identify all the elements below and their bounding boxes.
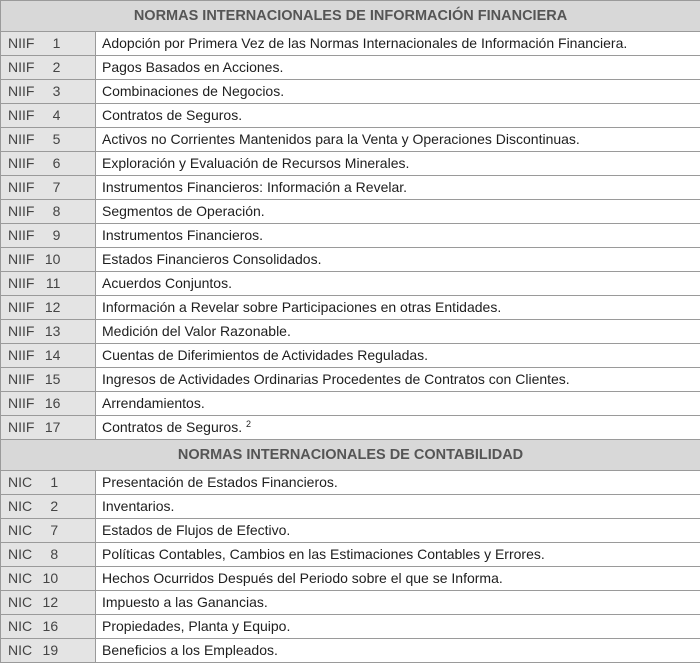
standard-prefix: NIIF [8,395,35,411]
standard-number: 14 [44,347,61,363]
table-row [1,104,700,128]
standard-description-text: Estados de Flujos de Efectivo. [102,522,291,538]
standard-code [1,200,96,224]
standard-code [1,567,96,591]
standard-description-text: Políticas Contables, Cambios en las Estimaciones Contables y Errores. [102,546,545,562]
standard-description-text: Impuesto a las Ganancias. [102,594,268,610]
standard-prefix: NIIF [8,83,35,99]
standard-description-text: Activos no Corrientes Mantenidos para la Venta y Operaciones Discontinuas. [102,131,580,147]
standard-number: 12 [42,594,59,610]
table-row [1,519,700,543]
standard-prefix: NIIF [8,419,35,435]
table-row [1,200,700,224]
standard-prefix: NIC [8,642,33,658]
standard-number: 13 [44,323,61,339]
table-row [1,128,700,152]
standard-description-text: Combinaciones de Negocios. [102,83,285,99]
standard-description [96,471,700,495]
standard-code [1,543,96,567]
standard-number: 6 [52,155,61,171]
standard-code [1,392,96,416]
standard-number: 19 [42,642,59,658]
standard-prefix: NIIF [8,179,35,195]
standard-description [96,567,700,591]
standard-number: 4 [52,107,61,123]
standard-description [96,368,700,392]
standards-table-body [1,1,700,663]
standard-code [1,176,96,200]
table-row [1,591,700,615]
standard-number: 7 [50,522,59,538]
standard-description [96,200,700,224]
standard-description [96,639,700,663]
standard-prefix: NIIF [8,371,35,387]
standard-code [1,128,96,152]
standard-number: 9 [52,227,61,243]
standard-description-text: Exploración y Evaluación de Recursos Minerales. [102,155,410,171]
section-header-row [1,440,700,471]
standard-description [96,296,700,320]
standard-prefix: NIC [8,546,33,562]
standard-code [1,615,96,639]
standard-description [96,104,700,128]
standard-prefix: NIC [8,570,33,586]
standard-code [1,272,96,296]
table-row [1,639,700,663]
standard-description [96,615,700,639]
table-row [1,543,700,567]
standard-description-text: Beneficios a los Empleados. [102,642,278,658]
standard-number: 1 [52,35,61,51]
standard-code [1,591,96,615]
standard-description-text: Contratos de Seguros. [102,419,243,435]
standard-description-text: Estados Financieros Consolidados. [102,251,322,267]
standard-prefix: NIIF [8,275,35,291]
standard-code [1,416,96,440]
standard-number: 11 [45,275,61,291]
standard-number: 10 [44,251,61,267]
standard-description [96,416,700,440]
table-row [1,392,700,416]
standard-number: 5 [52,131,61,147]
standard-prefix: NIC [8,498,33,514]
standard-code [1,519,96,543]
standard-description [96,392,700,416]
standard-description [96,32,700,56]
standard-description-text: Acuerdos Conjuntos. [102,275,232,291]
standard-number: 8 [52,203,61,219]
standard-description-text: Medición del Valor Razonable. [102,323,291,339]
table-row [1,320,700,344]
standard-description [96,176,700,200]
standard-description-text: Propiedades, Planta y Equipo. [102,618,291,634]
standard-number: 16 [44,395,61,411]
standard-description-text: Información a Revelar sobre Participaciones en otras Entidades. [102,299,502,315]
standard-prefix: NIC [8,522,33,538]
table-row [1,248,700,272]
standard-code [1,320,96,344]
section-title: NORMAS INTERNACIONALES DE CONTABILIDAD [1,440,700,471]
standard-description-text: Ingresos de Actividades Ordinarias Procedentes de Contratos con Clientes. [102,371,570,387]
footnote-marker: 2 [245,419,251,429]
standard-description [96,152,700,176]
section-title: NORMAS INTERNACIONALES DE INFORMACIÓN FINANCIERA [1,1,700,32]
standard-prefix: NIIF [8,299,35,315]
standard-prefix: NIIF [8,323,35,339]
standard-number: 15 [44,371,61,387]
table-row [1,224,700,248]
standard-code [1,224,96,248]
standard-description-text: Adopción por Primera Vez de las Normas Internacionales de Información Financiera. [102,35,628,51]
standard-prefix: NIIF [8,59,35,75]
section-header-row [1,1,700,32]
table-row [1,56,700,80]
standard-prefix: NIIF [8,35,35,51]
table-row [1,567,700,591]
standard-description [96,272,700,296]
standard-description [96,224,700,248]
standard-number: 1 [50,474,59,490]
standard-description-text: Arrendamientos. [102,395,205,411]
table-row [1,495,700,519]
standard-code [1,152,96,176]
standard-description [96,495,700,519]
standard-description-text: Segmentos de Operación. [102,203,265,219]
standard-code [1,56,96,80]
standard-code [1,639,96,663]
standard-code [1,495,96,519]
standard-number: 16 [42,618,59,634]
standard-number: 3 [52,83,61,99]
standard-description [96,344,700,368]
standard-description [96,519,700,543]
standard-description-text: Presentación de Estados Financieros. [102,474,338,490]
standard-code [1,368,96,392]
standard-description [96,128,700,152]
standard-prefix: NIIF [8,347,35,363]
standard-number: 8 [50,546,59,562]
standard-description [96,591,700,615]
standard-description [96,320,700,344]
standard-description-text: Hechos Ocurridos Después del Periodo sobre el que se Informa. [102,570,503,586]
standard-description-text: Inventarios. [102,498,175,514]
standard-prefix: NIIF [8,203,35,219]
table-row [1,471,700,495]
standard-description-text: Instrumentos Financieros: Información a Revelar. [102,179,408,195]
standard-description [96,80,700,104]
standard-prefix: NIIF [8,251,35,267]
table-row [1,296,700,320]
table-row [1,368,700,392]
standard-code [1,471,96,495]
table-row [1,32,700,56]
standard-number: 7 [52,179,61,195]
standard-description [96,248,700,272]
standard-number: 10 [42,570,59,586]
table-row [1,272,700,296]
standard-code [1,248,96,272]
standard-code [1,80,96,104]
standard-prefix: NIIF [8,155,35,171]
standard-prefix: NIC [8,594,33,610]
standard-description-text: Cuentas de Diferimientos de Actividades Reguladas. [102,347,429,363]
standard-prefix: NIC [8,474,33,490]
standard-prefix: NIC [8,618,33,634]
standard-number: 2 [52,59,61,75]
standard-description-text: Instrumentos Financieros. [102,227,264,243]
table-row [1,176,700,200]
standard-description-text: Contratos de Seguros. [102,107,243,123]
table-row [1,615,700,639]
standard-prefix: NIIF [8,227,35,243]
table-row [1,80,700,104]
standard-description [96,56,700,80]
standard-prefix: NIIF [8,131,35,147]
standard-code [1,32,96,56]
table-row [1,152,700,176]
standard-code [1,296,96,320]
table-row [1,344,700,368]
standard-prefix: NIIF [8,107,35,123]
standard-code [1,104,96,128]
standard-description [96,543,700,567]
standard-code [1,344,96,368]
table-row [1,416,700,440]
standard-number: 17 [44,419,61,435]
standard-number: 12 [44,299,61,315]
standard-number: 2 [50,498,59,514]
standard-description-text: Pagos Basados en Acciones. [102,59,284,75]
